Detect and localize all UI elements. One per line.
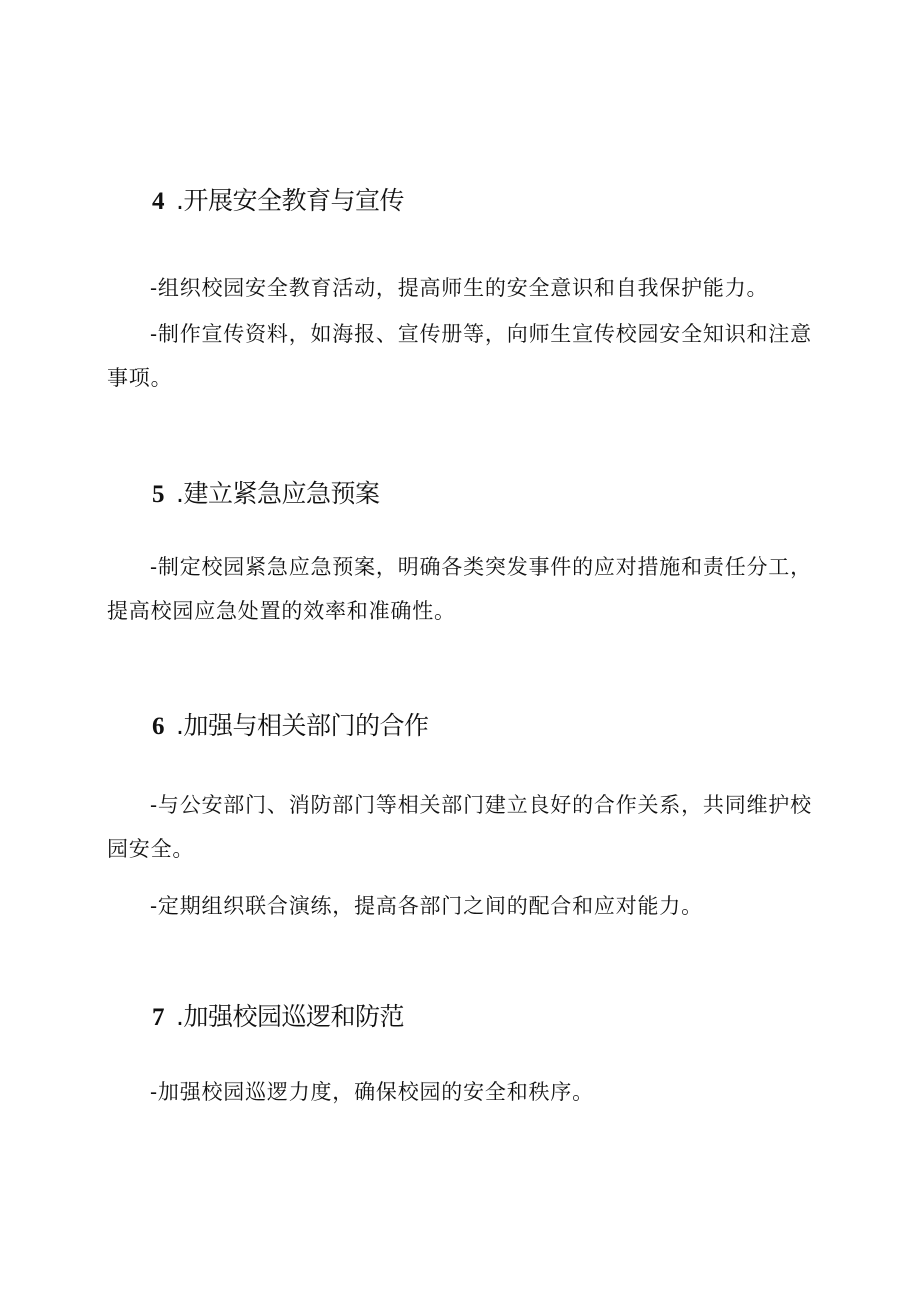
section-number: 4 xyxy=(152,188,164,215)
section-4-item-2: -制作宣传资料，如海报、宣传册等，向师生宣传校园安全知识和注意事项。 xyxy=(107,322,812,390)
section-number: 6 xyxy=(152,713,164,740)
section-5-item-1: -制定校园紧急应急预案，明确各类突发事件的应对措施和责任分工，提高校园应急处置的效率和准确性。 xyxy=(107,555,812,623)
section-7-item-1: -加强校园巡逻力度，确保校园的安全和秩序。 xyxy=(150,1080,594,1104)
section-number: 7 xyxy=(152,1004,164,1031)
section-heading-4 xyxy=(152,184,404,219)
section-title: .建立紧急应急预案 xyxy=(176,479,380,508)
section-6-item-2: -定期组织联合演练，提高各部门之间的配合和应对能力。 xyxy=(150,894,703,918)
section-4-item-1: -组织校园安全教育活动，提高师生的安全意识和自我保护能力。 xyxy=(150,276,769,300)
section-number: 5 xyxy=(152,481,164,508)
section-heading-5 xyxy=(152,477,379,512)
section-title: .加强校园巡逻和防范 xyxy=(176,1002,404,1031)
section-title: .加强与相关部门的合作 xyxy=(176,711,429,740)
section-heading-7 xyxy=(152,1000,404,1035)
section-title: .开展安全教育与宣传 xyxy=(176,186,404,215)
section-heading-6 xyxy=(152,709,428,744)
section-6-item-1: -与公安部门、消防部门等相关部门建立良好的合作关系，共同维护校园安全。 xyxy=(107,793,812,861)
